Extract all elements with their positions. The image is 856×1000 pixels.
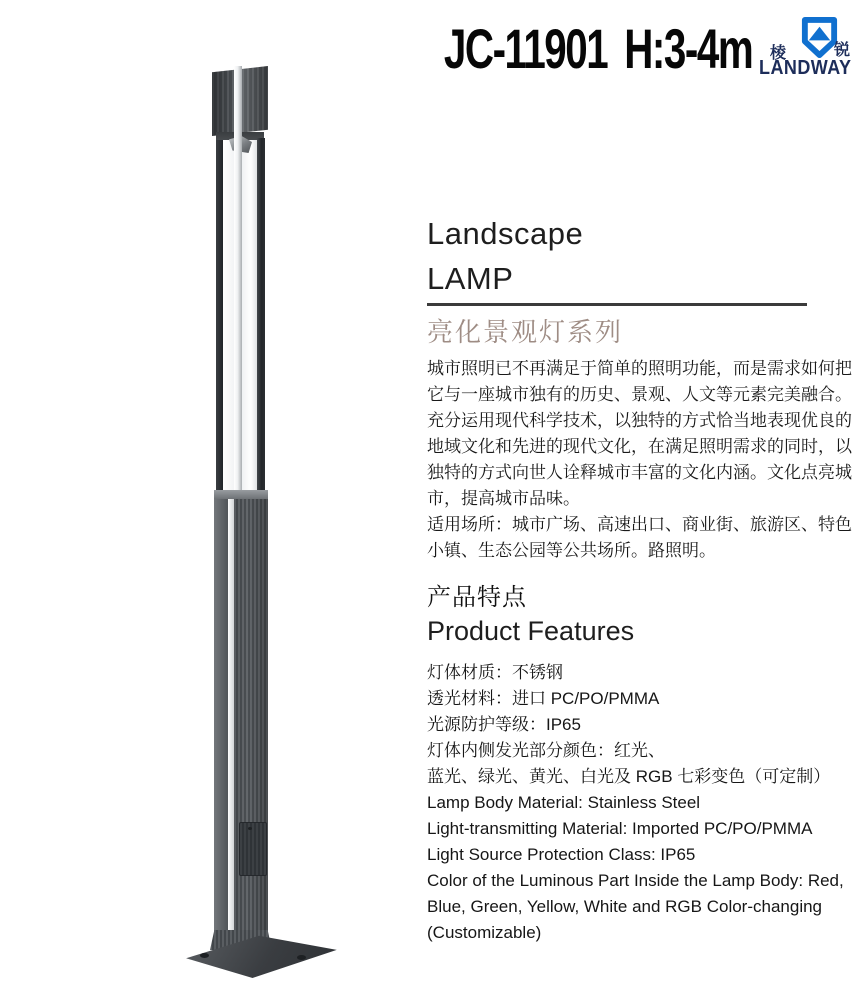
series-divider — [427, 303, 807, 306]
brand-cn-left: 棱 — [770, 45, 787, 62]
brand-logo — [754, 13, 854, 79]
spec-line: 光源防护等级：IP65 — [427, 715, 581, 734]
lamp-bolt-hole-left — [200, 953, 209, 958]
spec-line: 灯体内侧发光部分颜色：红光、 — [427, 741, 665, 760]
description-line: 独特的方式向世人诠释城市丰富的文化内涵。文化点亮城 — [427, 463, 852, 482]
spec-line: Lamp Body Material: Stainless Steel — [427, 793, 701, 812]
lamp-access-panel — [239, 822, 267, 876]
description-line: 地域文化和先进的现代文化，在满足照明需求的同时，以 — [427, 437, 852, 456]
spec-line: 蓝光、绿光、黄光、白光及 RGB 七彩变色（可定制） — [427, 767, 831, 786]
description-line: 充分运用现代科学技术，以独特的方式恰当地表现优良的 — [427, 411, 852, 430]
description-line: 小镇、生态公园等公共场所。路照明。 — [427, 541, 716, 560]
lamp-pole-shading — [234, 499, 268, 949]
lamp-corner-highlight — [234, 66, 242, 490]
spec-line: Light Source Protection Class: IP65 — [427, 845, 696, 864]
lamp-pole-front-face — [234, 499, 268, 949]
spec-list — [427, 660, 844, 946]
lamp-pole-left-face — [214, 499, 229, 949]
page-title-line1: Landscape — [427, 216, 584, 251]
lamp-light-frame-right — [257, 138, 265, 490]
features-title-en: Product Features — [427, 616, 635, 646]
spec-line: 灯体材质：不锈钢 — [427, 663, 563, 682]
model-title: JC-11901 H:3-4m — [443, 17, 752, 80]
brand-shield-icon — [801, 17, 838, 58]
product-image-lamp — [0, 0, 420, 1000]
description-line: 城市照明已不再满足于简单的照明功能，而是需求如何把 — [427, 359, 852, 378]
lamp-pole-collar — [214, 490, 268, 499]
lamp-bolt-hole-right — [297, 955, 306, 960]
brand-cn-right: 锐 — [834, 42, 851, 59]
description-line: 它与一座城市独有的历史、景观、人文等元素完美融合。 — [427, 385, 852, 404]
lamp-light-frame-left — [216, 140, 223, 490]
lamp-access-screw — [248, 827, 252, 830]
description-line: 适用场所：城市广场、高速出口、商业街、旅游区、特色 — [427, 515, 852, 534]
spec-line: Light-transmitting Material: Imported PC/PO/PMMA — [427, 819, 813, 838]
description-line: 市，提高城市品味。 — [427, 489, 580, 508]
spec-line: 透光材料：进口 PC/PO/PMMA — [427, 689, 660, 708]
page-title-line2: LAMP — [427, 261, 514, 296]
brand-wordmark: LANDWAY — [759, 57, 852, 79]
spec-line: (Customizable) — [427, 923, 542, 942]
spec-line: Blue, Green, Yellow, White and RGB Color-changing — [427, 897, 823, 916]
spec-line: Color of the Luminous Part Inside the Lamp Body: Red, — [427, 871, 844, 890]
features-title-cn: 产品特点 — [427, 584, 527, 611]
series-title-cn: 亮化景观灯系列 — [427, 317, 624, 347]
product-description — [427, 356, 852, 564]
